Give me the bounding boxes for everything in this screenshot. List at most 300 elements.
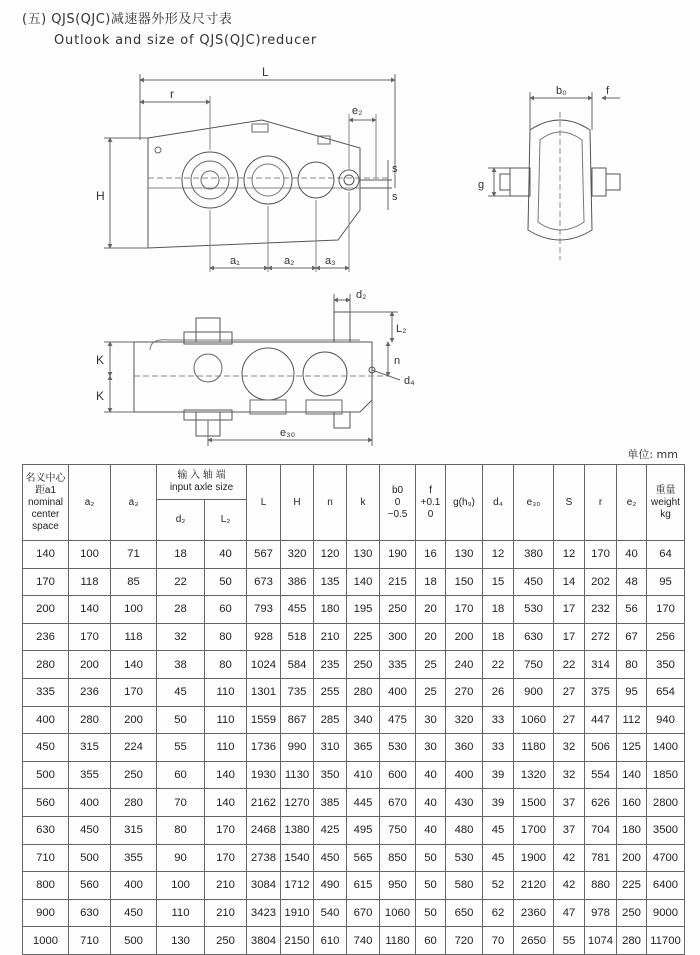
table-cell: 600 xyxy=(380,761,416,789)
table-cell: 380 xyxy=(514,541,554,569)
table-cell: 195 xyxy=(347,596,380,624)
table-cell: 180 xyxy=(617,816,647,844)
table-cell: 118 xyxy=(111,623,157,651)
table-cell: 580 xyxy=(446,872,483,900)
table-cell: 232 xyxy=(585,596,617,624)
table-cell: 18 xyxy=(483,596,514,624)
table-cell: 1130 xyxy=(281,761,314,789)
table-cell: 22 xyxy=(483,651,514,679)
table-cell: 710 xyxy=(23,844,69,872)
table-cell: 1180 xyxy=(380,927,416,955)
table-cell: 45 xyxy=(157,678,205,706)
table-cell: 455 xyxy=(281,596,314,624)
header-center-en: nominal center space xyxy=(27,496,64,532)
table-cell: 100 xyxy=(111,596,157,624)
table-cell: 335 xyxy=(23,678,69,706)
table-cell: 3500 xyxy=(647,816,685,844)
table-cell: 18 xyxy=(416,568,446,596)
table-cell: 26 xyxy=(483,678,514,706)
table-cell: 240 xyxy=(446,651,483,679)
table-cell: 50 xyxy=(416,844,446,872)
table-cell: 386 xyxy=(281,568,314,596)
table-row xyxy=(23,706,685,734)
header-weight-unit: kg xyxy=(660,508,671,520)
table-cell: 42 xyxy=(554,872,585,900)
table-cell: 1180 xyxy=(514,734,554,762)
header-L: L xyxy=(247,465,281,541)
table-cell: 506 xyxy=(585,734,617,762)
table-cell: 280 xyxy=(111,789,157,817)
table-cell: 48 xyxy=(617,568,647,596)
table-cell: 340 xyxy=(347,706,380,734)
table-cell: 450 xyxy=(514,568,554,596)
table-cell: 27 xyxy=(554,706,585,734)
table-cell: 2738 xyxy=(247,844,281,872)
label-r: r xyxy=(170,87,174,101)
table-cell: 3804 xyxy=(247,927,281,955)
title-english: Outlook and size of QJS(QJC)reducer xyxy=(54,33,317,48)
table-cell: 320 xyxy=(446,706,483,734)
table-cell: 500 xyxy=(69,844,111,872)
table-row xyxy=(23,678,685,706)
table-cell: 210 xyxy=(205,899,247,927)
table-cell: 140 xyxy=(111,651,157,679)
header-b0 xyxy=(380,465,416,541)
label-a3: a₃ xyxy=(325,255,336,267)
table-cell: 1910 xyxy=(281,899,314,927)
table-cell: 1500 xyxy=(514,789,554,817)
table-cell: 95 xyxy=(647,568,685,596)
table-cell: 130 xyxy=(446,541,483,569)
table-cell: 670 xyxy=(347,899,380,927)
table-cell: 565 xyxy=(347,844,380,872)
table-cell: 200 xyxy=(446,623,483,651)
table-cell: 928 xyxy=(247,623,281,651)
table-cell: 1850 xyxy=(647,761,685,789)
table-cell: 335 xyxy=(380,651,416,679)
table-cell: 70 xyxy=(483,927,514,955)
header-b0-tol-upper: 0 xyxy=(394,496,401,508)
table-cell: 32 xyxy=(554,734,585,762)
table-cell: 52 xyxy=(483,872,514,900)
table-cell: 55 xyxy=(157,734,205,762)
table-cell: 673 xyxy=(247,568,281,596)
table-cell: 400 xyxy=(23,706,69,734)
table-cell: 630 xyxy=(23,816,69,844)
table-cell: 1400 xyxy=(647,734,685,762)
table-row xyxy=(23,541,685,569)
table-cell: 130 xyxy=(157,927,205,955)
header-L2: L₂ xyxy=(205,500,247,541)
table-cell: 80 xyxy=(617,651,647,679)
table-cell: 80 xyxy=(157,816,205,844)
table-cell: 50 xyxy=(416,872,446,900)
table-cell: 1900 xyxy=(514,844,554,872)
table-cell: 654 xyxy=(647,678,685,706)
table-cell: 170 xyxy=(23,568,69,596)
header-e30: e₃₀ xyxy=(514,465,554,541)
table-cell: 2468 xyxy=(247,816,281,844)
table-cell: 40 xyxy=(416,816,446,844)
table-cell: 50 xyxy=(416,899,446,927)
label-L: L xyxy=(262,65,269,79)
table-cell: 314 xyxy=(585,651,617,679)
table-cell: 285 xyxy=(314,706,347,734)
table-cell: 385 xyxy=(314,789,347,817)
table-cell: 495 xyxy=(347,816,380,844)
label-a2: a₂ xyxy=(284,255,295,267)
table-cell: 740 xyxy=(347,927,380,955)
table-cell: 56 xyxy=(617,596,647,624)
header-weight-cn: 重量 xyxy=(655,484,676,496)
table-row xyxy=(23,761,685,789)
table-cell: 880 xyxy=(585,872,617,900)
table-cell: 1380 xyxy=(281,816,314,844)
table-cell: 16 xyxy=(416,541,446,569)
table-cell: 735 xyxy=(281,678,314,706)
table-row xyxy=(23,816,685,844)
table-cell: 60 xyxy=(157,761,205,789)
table-cell: 554 xyxy=(585,761,617,789)
table-cell: 15 xyxy=(483,568,514,596)
table-cell: 140 xyxy=(69,596,111,624)
label-g: g xyxy=(478,179,485,191)
table-cell: 17 xyxy=(554,596,585,624)
table-cell: 567 xyxy=(247,541,281,569)
table-cell: 530 xyxy=(380,734,416,762)
table-cell: 140 xyxy=(205,761,247,789)
table-cell: 1270 xyxy=(281,789,314,817)
table-cell: 750 xyxy=(514,651,554,679)
label-a1: a₁ xyxy=(230,255,240,267)
table-cell: 1559 xyxy=(247,706,281,734)
header-weight-en: weight xyxy=(651,496,680,508)
table-cell: 17 xyxy=(554,623,585,651)
table-cell: 900 xyxy=(514,678,554,706)
table-cell: 950 xyxy=(380,872,416,900)
table-cell: 270 xyxy=(446,678,483,706)
table-cell: 650 xyxy=(446,899,483,927)
label-f: f xyxy=(606,85,610,97)
table-cell: 40 xyxy=(617,541,647,569)
table-cell: 990 xyxy=(281,734,314,762)
table-cell: 120 xyxy=(314,541,347,569)
table-cell: 80 xyxy=(205,623,247,651)
header-r: r xyxy=(585,465,617,541)
table-cell: 781 xyxy=(585,844,617,872)
table-cell: 11700 xyxy=(647,927,685,955)
header-H: H xyxy=(281,465,314,541)
table-cell: 978 xyxy=(585,899,617,927)
table-cell: 25 xyxy=(416,678,446,706)
side-view xyxy=(478,85,620,260)
table-cell: 20 xyxy=(416,623,446,651)
table-cell: 190 xyxy=(380,541,416,569)
table-cell: 1320 xyxy=(514,761,554,789)
table-cell: 67 xyxy=(617,623,647,651)
table-row xyxy=(23,899,685,927)
table-cell: 20 xyxy=(416,596,446,624)
table-cell: 39 xyxy=(483,789,514,817)
table-cell: 793 xyxy=(247,596,281,624)
label-K-top: K xyxy=(96,353,105,367)
label-K-bottom: K xyxy=(96,389,105,403)
table-cell: 400 xyxy=(69,789,111,817)
table-cell: 32 xyxy=(554,761,585,789)
table-cell: 1000 xyxy=(23,927,69,955)
table-cell: 375 xyxy=(585,678,617,706)
label-e2: e₂ xyxy=(352,105,363,117)
table-cell: 225 xyxy=(347,623,380,651)
table-cell: 1060 xyxy=(380,899,416,927)
table-cell: 310 xyxy=(314,734,347,762)
header-f-tol-upper: +0.1 xyxy=(420,496,441,508)
header-weight xyxy=(647,465,685,541)
table-cell: 670 xyxy=(380,789,416,817)
table-cell: 236 xyxy=(23,623,69,651)
table-cell: 110 xyxy=(205,706,247,734)
table-cell: 256 xyxy=(647,623,685,651)
table-cell: 112 xyxy=(617,706,647,734)
table-cell: 30 xyxy=(416,706,446,734)
table-cell: 320 xyxy=(281,541,314,569)
table-cell: 95 xyxy=(617,678,647,706)
table-cell: 940 xyxy=(647,706,685,734)
table-cell: 210 xyxy=(314,623,347,651)
table-cell: 2150 xyxy=(281,927,314,955)
table-cell: 235 xyxy=(314,651,347,679)
table-cell: 90 xyxy=(157,844,205,872)
unit-label: 单位: mm xyxy=(627,448,678,461)
table-row xyxy=(23,568,685,596)
technical-drawings xyxy=(0,50,700,460)
table-cell: 200 xyxy=(23,596,69,624)
table-cell: 140 xyxy=(23,541,69,569)
table-cell: 750 xyxy=(380,816,416,844)
table-cell: 55 xyxy=(554,927,585,955)
table-cell: 215 xyxy=(380,568,416,596)
table-cell: 410 xyxy=(347,761,380,789)
table-cell: 2162 xyxy=(247,789,281,817)
table-cell: 22 xyxy=(157,568,205,596)
table-cell: 355 xyxy=(111,844,157,872)
table-cell: 350 xyxy=(647,651,685,679)
table-cell: 518 xyxy=(281,623,314,651)
table-cell: 202 xyxy=(585,568,617,596)
label-d4: d₄ xyxy=(404,375,415,387)
table-cell: 480 xyxy=(446,816,483,844)
table-cell: 170 xyxy=(69,623,111,651)
table-row xyxy=(23,927,685,955)
table-cell: 110 xyxy=(157,899,205,927)
table-cell: 47 xyxy=(554,899,585,927)
header-S: S xyxy=(554,465,585,541)
table-cell: 280 xyxy=(617,927,647,955)
table-cell: 14 xyxy=(554,568,585,596)
table-cell: 4700 xyxy=(647,844,685,872)
table-cell: 22 xyxy=(554,651,585,679)
table-row xyxy=(23,734,685,762)
table-cell: 200 xyxy=(617,844,647,872)
table-cell: 2650 xyxy=(514,927,554,955)
table-cell: 430 xyxy=(446,789,483,817)
table-cell: 225 xyxy=(617,872,647,900)
table-cell: 140 xyxy=(205,789,247,817)
table-cell: 450 xyxy=(111,899,157,927)
front-view xyxy=(96,65,398,272)
header-k: k xyxy=(347,465,380,541)
table-cell: 224 xyxy=(111,734,157,762)
header-input-axle xyxy=(157,465,247,500)
table-cell: 615 xyxy=(347,872,380,900)
table-cell: 50 xyxy=(157,706,205,734)
table-row xyxy=(23,623,685,651)
table-cell: 280 xyxy=(23,651,69,679)
table-cell: 560 xyxy=(23,789,69,817)
table-cell: 1540 xyxy=(281,844,314,872)
header-n: n xyxy=(314,465,347,541)
table-row xyxy=(23,844,685,872)
table-cell: 200 xyxy=(69,651,111,679)
table-cell: 365 xyxy=(347,734,380,762)
table-cell: 40 xyxy=(205,541,247,569)
header-a3: a₃ xyxy=(111,465,157,541)
table-cell: 584 xyxy=(281,651,314,679)
table-cell: 27 xyxy=(554,678,585,706)
table-cell: 720 xyxy=(446,927,483,955)
table-cell: 850 xyxy=(380,844,416,872)
label-L2: L₂ xyxy=(396,323,407,335)
table-cell: 170 xyxy=(205,816,247,844)
table-cell: 272 xyxy=(585,623,617,651)
table-cell: 626 xyxy=(585,789,617,817)
table-cell: 170 xyxy=(647,596,685,624)
table-cell: 170 xyxy=(446,596,483,624)
table-cell: 280 xyxy=(69,706,111,734)
table-cell: 540 xyxy=(314,899,347,927)
header-row-1 xyxy=(23,465,685,500)
table-cell: 130 xyxy=(347,541,380,569)
table-cell: 490 xyxy=(314,872,347,900)
table-cell: 867 xyxy=(281,706,314,734)
table-cell: 135 xyxy=(314,568,347,596)
table-cell: 42 xyxy=(554,844,585,872)
table-cell: 400 xyxy=(111,872,157,900)
header-e2: e₂ xyxy=(617,465,647,541)
header-input-en: input axle size xyxy=(169,482,234,493)
table-cell: 38 xyxy=(157,651,205,679)
header-input-cn: 输 入 轴 端 xyxy=(177,470,226,481)
header-f-tol-lower: 0 xyxy=(427,508,434,520)
header-a2: a₂ xyxy=(69,465,111,541)
table-cell: 447 xyxy=(585,706,617,734)
table-cell: 315 xyxy=(69,734,111,762)
table-cell: 32 xyxy=(157,623,205,651)
table-cell: 900 xyxy=(23,899,69,927)
table-cell: 3084 xyxy=(247,872,281,900)
table-cell: 62 xyxy=(483,899,514,927)
table-cell: 250 xyxy=(111,761,157,789)
table-cell: 33 xyxy=(483,734,514,762)
table-cell: 33 xyxy=(483,706,514,734)
table-cell: 630 xyxy=(514,623,554,651)
table-cell: 210 xyxy=(205,872,247,900)
label-s-bottom: s xyxy=(392,191,398,203)
table-cell: 28 xyxy=(157,596,205,624)
table-cell: 400 xyxy=(380,678,416,706)
label-H: H xyxy=(96,189,105,203)
table-cell: 425 xyxy=(314,816,347,844)
table-cell: 704 xyxy=(585,816,617,844)
table-cell: 45 xyxy=(483,844,514,872)
table-cell: 1700 xyxy=(514,816,554,844)
table-cell: 450 xyxy=(314,844,347,872)
table-cell: 360 xyxy=(446,734,483,762)
table-cell: 125 xyxy=(617,734,647,762)
table-cell: 500 xyxy=(111,927,157,955)
table-cell: 45 xyxy=(483,816,514,844)
table-cell: 400 xyxy=(446,761,483,789)
table-row xyxy=(23,596,685,624)
table-cell: 1060 xyxy=(514,706,554,734)
table-cell: 12 xyxy=(554,541,585,569)
table-cell: 2800 xyxy=(647,789,685,817)
table-cell: 445 xyxy=(347,789,380,817)
table-cell: 80 xyxy=(205,651,247,679)
table-cell: 25 xyxy=(416,651,446,679)
table-cell: 500 xyxy=(23,761,69,789)
label-n: n xyxy=(394,355,401,367)
table-cell: 50 xyxy=(205,568,247,596)
table-cell: 800 xyxy=(23,872,69,900)
table-cell: 3423 xyxy=(247,899,281,927)
table-cell: 250 xyxy=(205,927,247,955)
table-cell: 200 xyxy=(111,706,157,734)
table-cell: 140 xyxy=(617,761,647,789)
table-cell: 250 xyxy=(380,596,416,624)
header-b0-name: b0 xyxy=(391,484,404,496)
table-cell: 180 xyxy=(314,596,347,624)
table-cell: 150 xyxy=(446,568,483,596)
table-cell: 1930 xyxy=(247,761,281,789)
table-cell: 39 xyxy=(483,761,514,789)
title-chinese: (五) QJS(QJC)减速器外形及尺寸表 xyxy=(22,12,233,27)
table-cell: 450 xyxy=(69,816,111,844)
table-cell: 60 xyxy=(416,927,446,955)
table-cell: 355 xyxy=(69,761,111,789)
table-cell: 710 xyxy=(69,927,111,955)
table-cell: 450 xyxy=(23,734,69,762)
table-cell: 1024 xyxy=(247,651,281,679)
table-cell: 250 xyxy=(617,899,647,927)
label-b0: b₀ xyxy=(556,85,567,97)
table-cell: 100 xyxy=(157,872,205,900)
table-cell: 110 xyxy=(205,678,247,706)
table-body xyxy=(23,541,685,955)
table-cell: 530 xyxy=(446,844,483,872)
label-s-top: s xyxy=(392,163,398,175)
table-cell: 475 xyxy=(380,706,416,734)
header-d2: d₂ xyxy=(157,500,205,541)
header-center xyxy=(23,465,69,541)
table-cell: 12 xyxy=(483,541,514,569)
table-cell: 9000 xyxy=(647,899,685,927)
table-cell: 37 xyxy=(554,816,585,844)
table-cell: 64 xyxy=(647,541,685,569)
table-cell: 300 xyxy=(380,623,416,651)
table-cell: 37 xyxy=(554,789,585,817)
header-b0-tol-lower: −0.5 xyxy=(387,508,408,520)
